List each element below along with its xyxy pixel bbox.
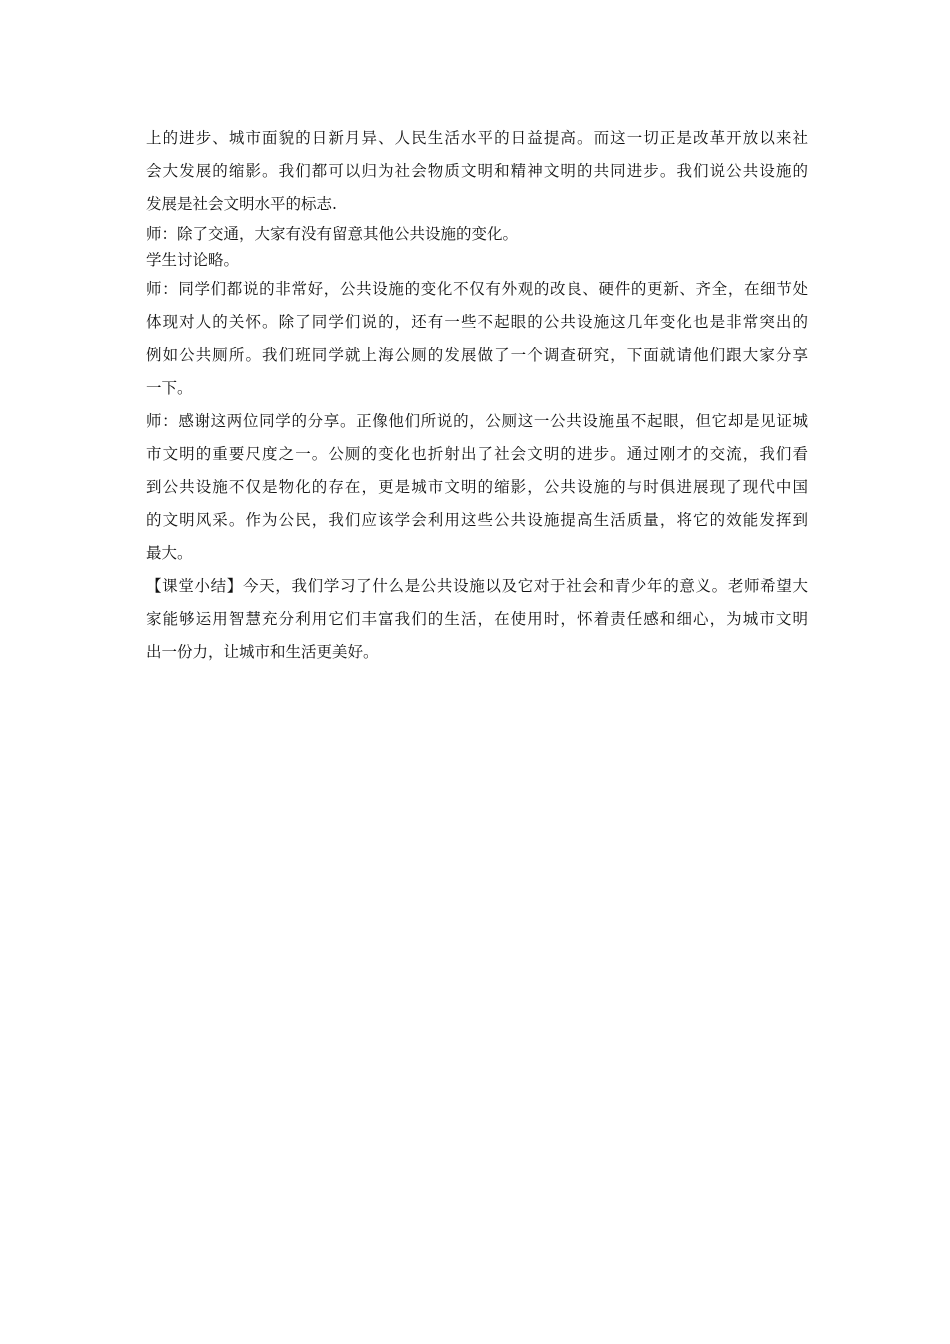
paragraph-progress xyxy=(146,122,808,221)
text-line: 家能够运用智慧充分利用它们丰富我们的生活，在使用时，怀着责任感和细心，为城市文明 xyxy=(146,610,808,628)
text-line: 市文明的重要尺度之一。公厕的变化也折射出了社会文明的进步。通过刚才的交流，我们看 xyxy=(146,445,808,463)
text-line: 最大。 xyxy=(146,544,193,562)
text-line: 出一份力，让城市和生活更美好。 xyxy=(146,643,379,661)
paragraph-teacher-comment xyxy=(146,273,808,405)
paragraph-student-discussion xyxy=(146,247,808,273)
document-body xyxy=(146,122,808,669)
text-line: 【课堂小结】今天，我们学习了什么是公共设施以及它对于社会和青少年的意义。老师希望大 xyxy=(146,577,808,595)
text-line: 师：同学们都说的非常好，公共设施的变化不仅有外观的改良、硬件的更新、齐全，在细节处 xyxy=(146,280,808,298)
text-line: 发展是社会文明水平的标志. xyxy=(146,195,337,213)
text-line: 会大发展的缩影。我们都可以归为社会物质文明和精神文明的共同进步。我们说公共设施的 xyxy=(146,162,808,180)
text-line: 师：除了交通，大家有没有留意其他公共设施的变化。 xyxy=(146,225,519,243)
text-line: 学生讨论略。 xyxy=(146,251,240,269)
paragraph-class-summary xyxy=(146,570,808,669)
text-line: 师：感谢这两位同学的分享。正像他们所说的，公厕这一公共设施虽不起眼，但它却是见证城 xyxy=(146,412,808,430)
text-line: 一下。 xyxy=(146,379,193,397)
paragraph-teacher-thanks xyxy=(146,405,808,570)
text-line: 体现对人的关怀。除了同学们说的，还有一些不起眼的公共设施这几年变化也是非常突出的 xyxy=(146,313,808,331)
text-line: 例如公共厕所。我们班同学就上海公厕的发展做了一个调查研究，下面就请他们跟大家分享 xyxy=(146,346,808,364)
text-line: 到公共设施不仅是物化的存在，更是城市文明的缩影，公共设施的与时俱进展现了现代中国 xyxy=(146,478,808,496)
text-line: 的文明风采。作为公民，我们应该学会利用这些公共设施提高生活质量，将它的效能发挥到 xyxy=(146,511,808,529)
text-line: 上的进步、城市面貌的日新月异、人民生活水平的日益提高。而这一切正是改革开放以来社 xyxy=(146,129,808,147)
paragraph-teacher-question xyxy=(146,221,808,247)
